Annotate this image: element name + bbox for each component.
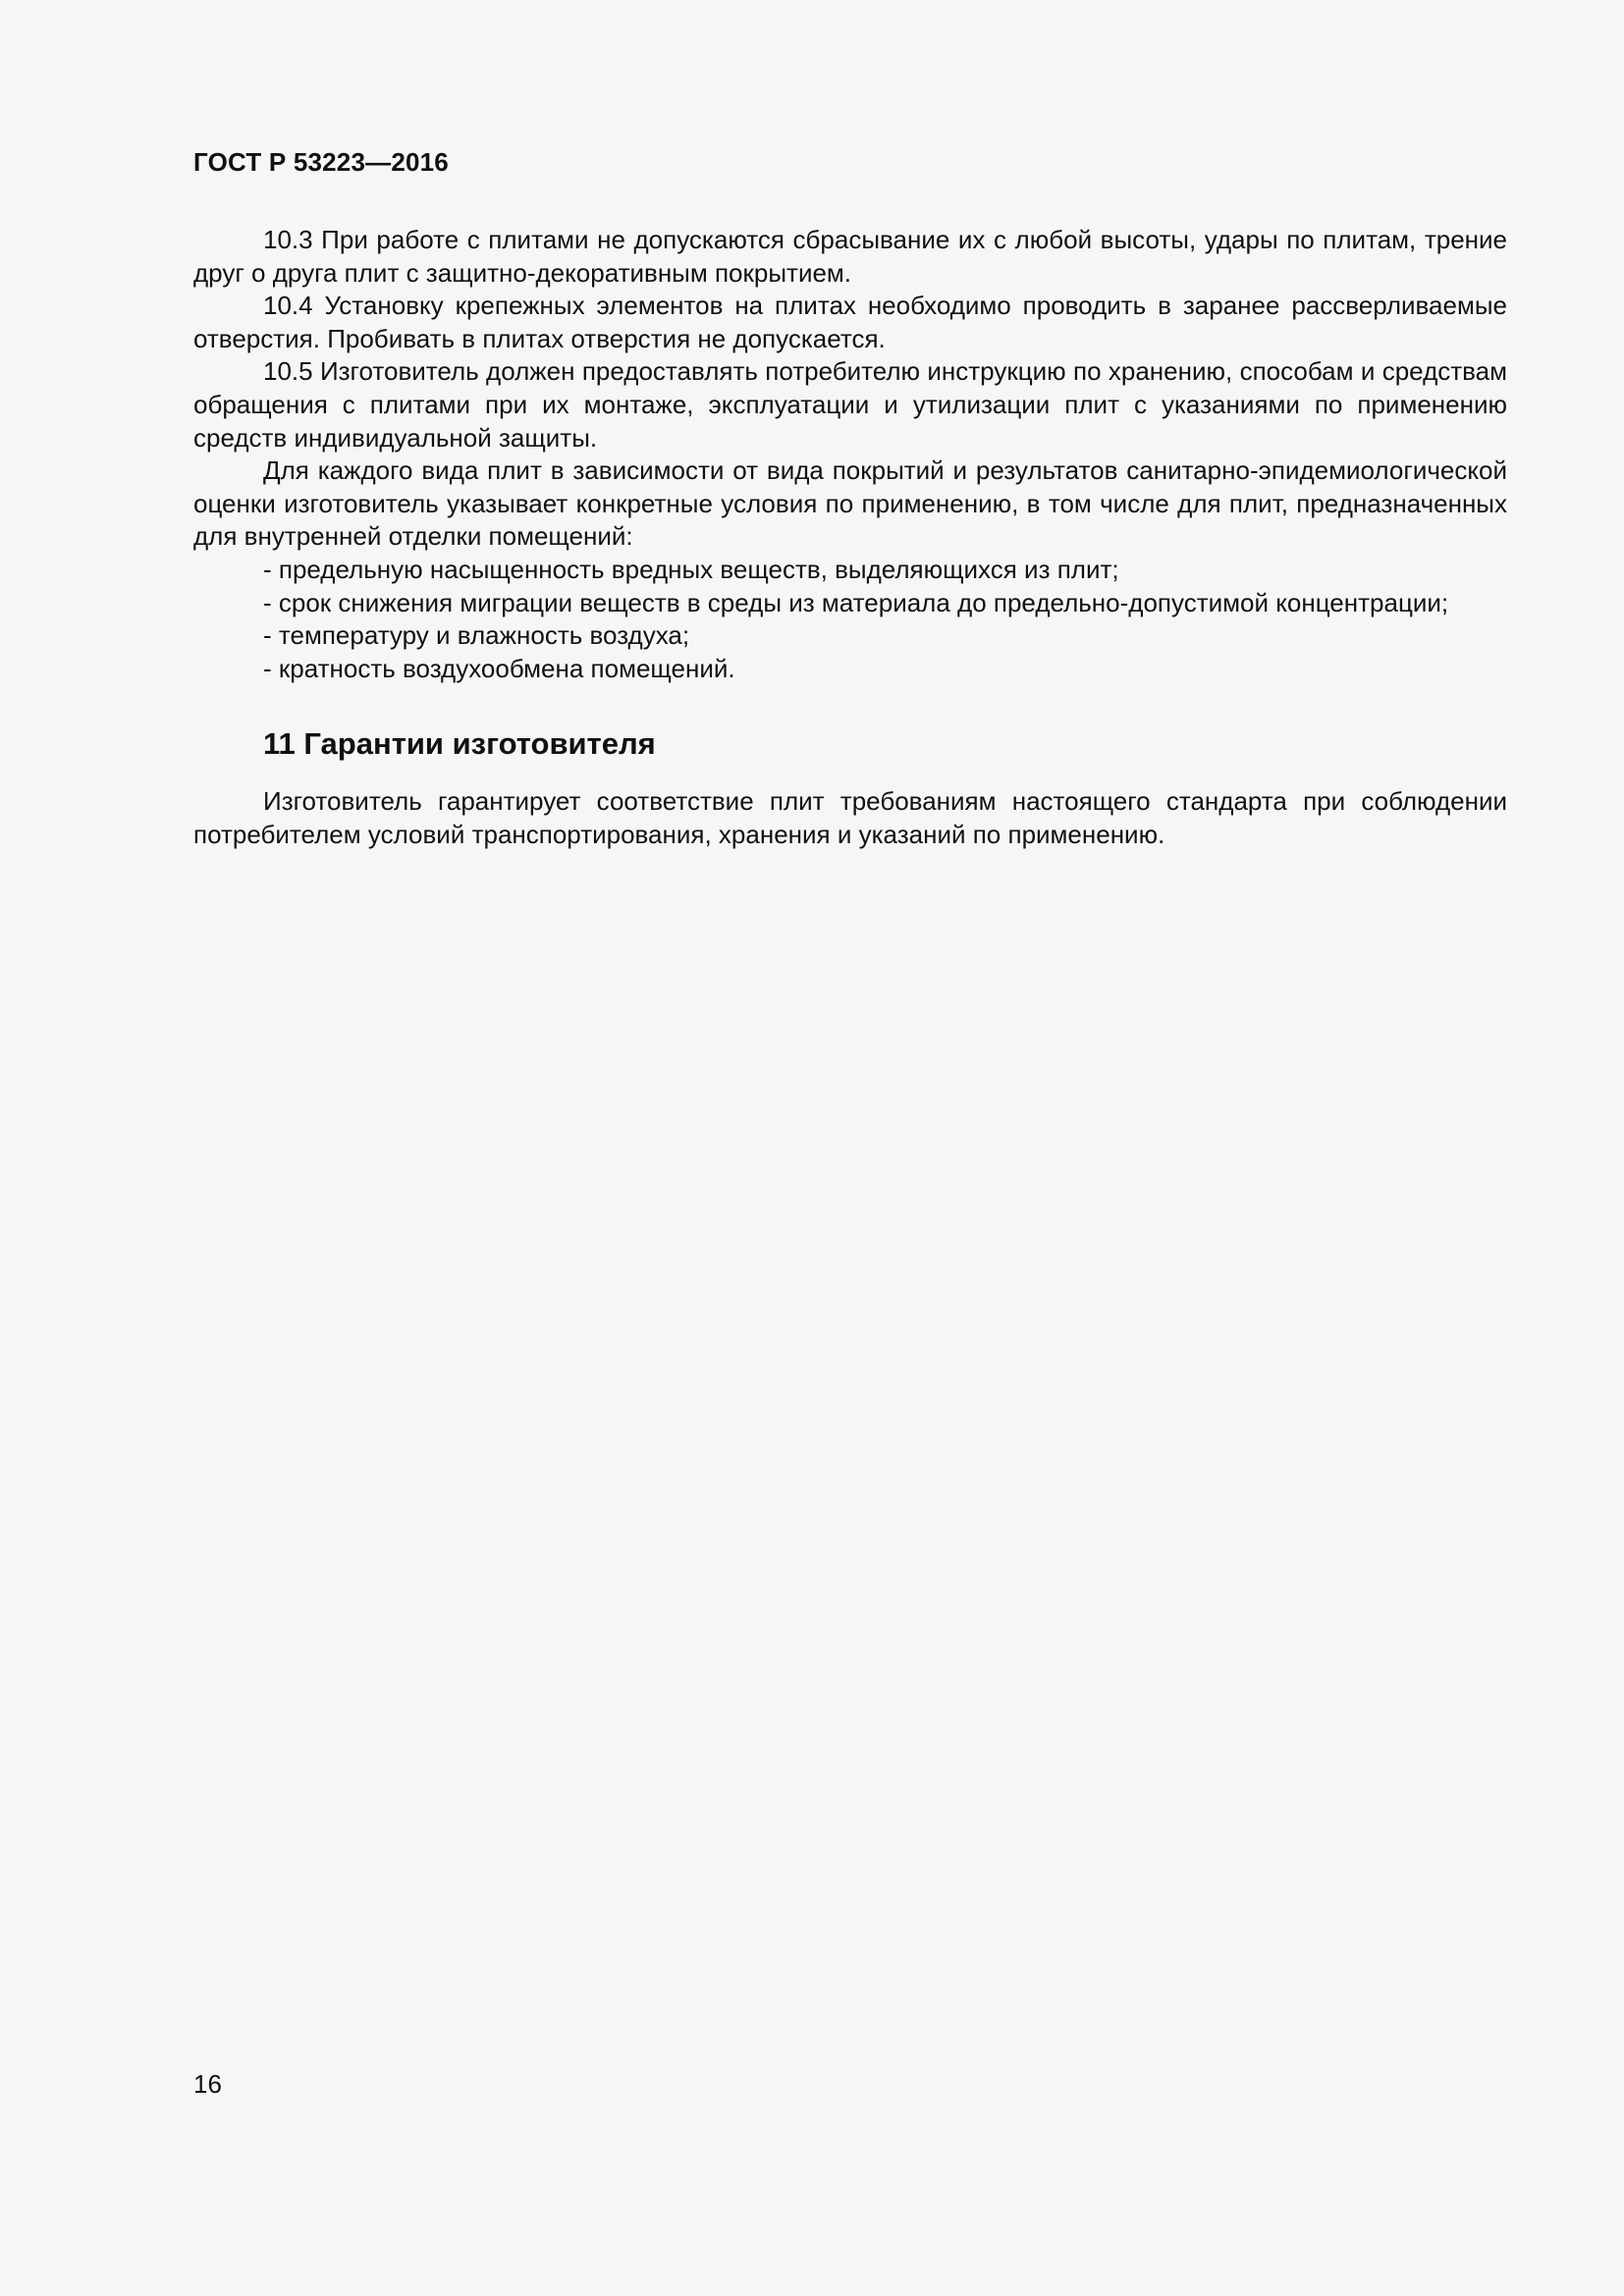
paragraph-10-5: 10.5 Изготовитель должен предоставлять потребителю инструкцию по хранению, способам и средствам обращения с плитами при их монтаже, эксплуатации и утилизации плит с указаниями по применению средств индивидуальной защиты. — [193, 356, 1507, 453]
list-item-temperature-humidity: - температуру и влажность воздуха; — [263, 620, 690, 651]
paragraph-conditions-intro: Для каждого вида плит в зависимости от вида покрытий и результатов санитарно-эпидемиологической оценки изготовитель указывает конкретные условия по применению, в том числе для плит, предназначенных для внутренней отделки помещений: — [193, 455, 1507, 552]
list-item-air-exchange: - кратность воздухообмена помещений. — [263, 653, 735, 683]
page-number: 16 — [193, 2069, 222, 2099]
section-11-title: 11 Гарантии изготовителя — [263, 726, 656, 762]
page-content — [193, 224, 1507, 852]
paragraph-manufacturer-guarantee: Изготовитель гарантирует соответствие плит требованиям настоящего стандарта при соблюдении потребителем условий транспортирования, хранения и указаний по применению. — [193, 786, 1507, 849]
list-item-harmful-substances: - предельную насыщенность вредных веществ, выделяющихся из плит; — [263, 554, 1119, 584]
paragraph-10-3: 10.3 При работе с плитами не допускаются сбрасывание их с любой высоты, удары по плитам, трение друг о друга плит с защитно-декоративным покрытием. — [193, 225, 1507, 288]
list-item-migration-term: - срок снижения миграции веществ в среды из материала до предельно-допустимой концентрации; — [263, 587, 1449, 617]
document-code-header: ГОСТ Р 53223—2016 — [193, 147, 449, 177]
paragraph-10-4: 10.4 Установку крепежных элементов на плитах необходимо проводить в заранее рассверливаемые отверстия. Пробивать в плитах отверстия не допускается. — [193, 291, 1507, 353]
